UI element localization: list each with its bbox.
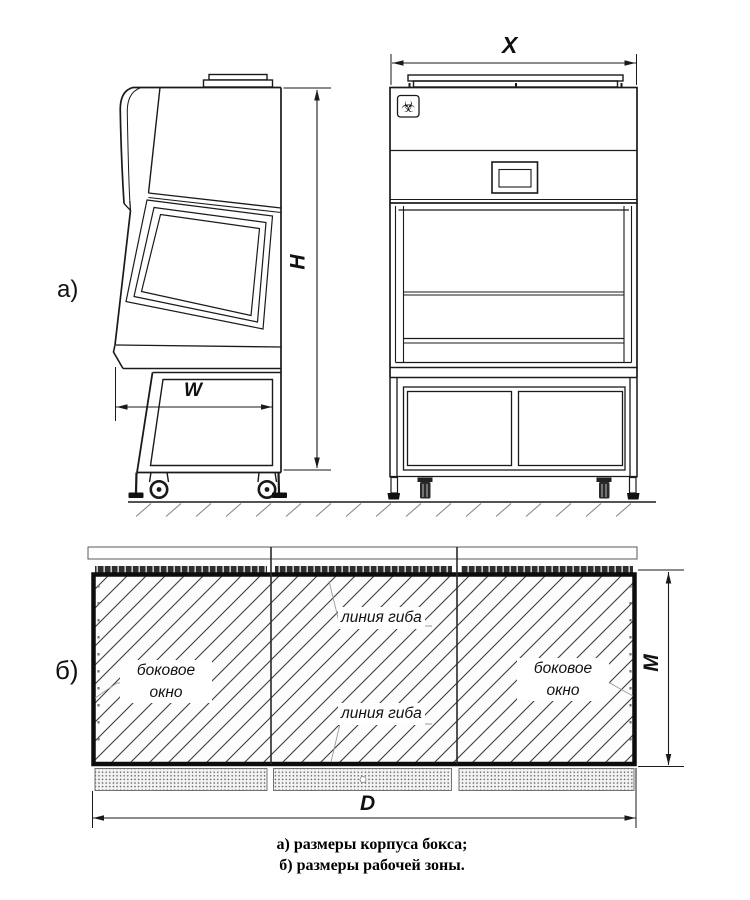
grille-strip-right [461, 566, 633, 573]
fold-line-label-top: линия гиба [338, 607, 425, 629]
front-view-control-display [492, 162, 538, 193]
side-view [114, 75, 288, 499]
side-window-right-line1: боковое [533, 660, 593, 677]
dimension-label-m: M [639, 654, 663, 672]
grille-strip-middle [275, 566, 452, 573]
dimension-label-w: W [184, 380, 202, 401]
dimension-label-x: X [502, 32, 518, 58]
biohazard-label-plate [398, 96, 420, 118]
side-window-right-line2: окно [546, 681, 580, 699]
caption-line-1: а) размеры корпуса бокса; [276, 836, 468, 853]
front-view [388, 75, 640, 500]
side-view-exhaust-collar [204, 75, 273, 88]
side-view-body [115, 88, 281, 473]
work-zone-flange-outline [88, 547, 637, 559]
side-view-stand [137, 373, 281, 473]
perforated-strip-right [459, 769, 634, 791]
front-view-feet [388, 478, 640, 500]
front-view-lid [408, 75, 623, 88]
side-window-label-right [517, 658, 609, 701]
front-view-stand [390, 378, 637, 478]
front-view-chamber [390, 203, 637, 378]
side-window-label-left [120, 660, 212, 703]
side-window-left-line2: окно [149, 683, 183, 701]
fold-line-label-bottom: линия гиба [338, 703, 425, 725]
side-view-worktop [114, 345, 282, 369]
view-label-b: б) [55, 655, 79, 685]
side-view-casters [129, 473, 288, 499]
ground-hatch [136, 504, 631, 517]
biohazard-icon: ☣ [401, 99, 416, 116]
grille-strip-left [95, 566, 267, 573]
perforated-strip-left [95, 769, 267, 791]
view-label-a: а) [57, 276, 79, 303]
front-view-upper-body [390, 88, 637, 204]
side-window-left-line1: боковое [136, 662, 196, 679]
ground-line [128, 502, 656, 517]
dimension-label-h: H [286, 254, 310, 270]
side-view-window [126, 200, 273, 329]
dimension-h [284, 88, 332, 470]
dimension-label-d: D [360, 792, 376, 815]
caption-line-2: б) размеры рабочей зоны. [279, 857, 465, 874]
